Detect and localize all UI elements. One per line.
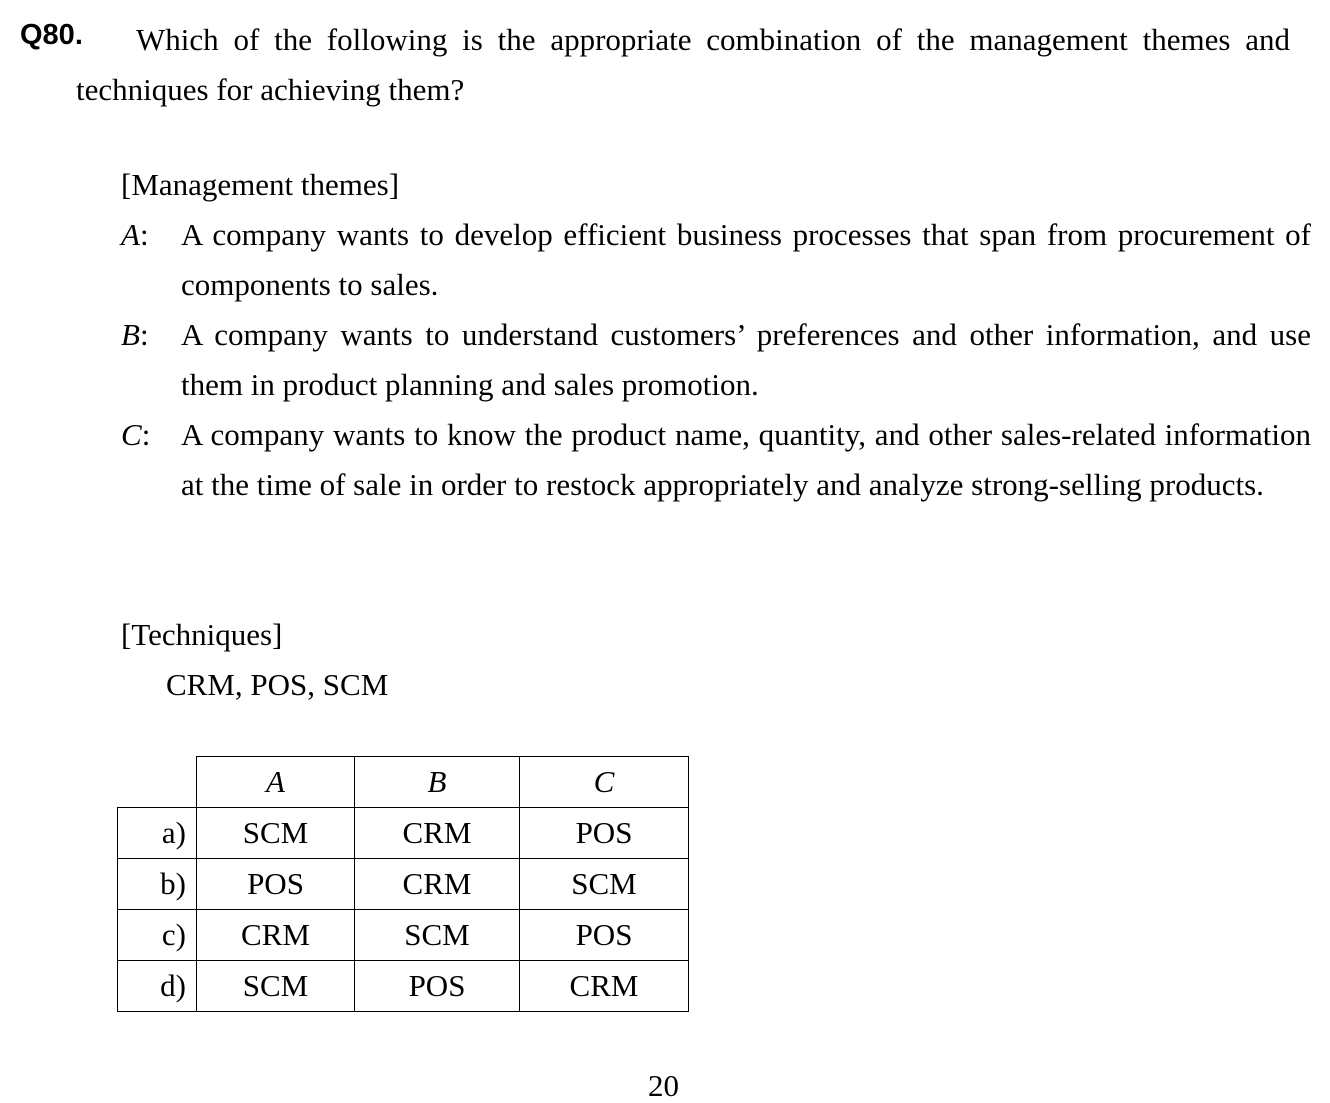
table-row (118, 910, 689, 961)
theme-text: A company wants to know the product name, quantity, and other sales-related information at the time of sale in order to restock appropriately and analyze strong-selling products. (181, 417, 1311, 502)
theme-letter: A (121, 217, 140, 252)
table-row (118, 859, 689, 910)
theme-letter: C (121, 417, 142, 452)
table-cell: SCM (520, 859, 689, 910)
management-themes-heading: [Management themes] (121, 167, 400, 202)
table-cell: CRM (520, 961, 689, 1012)
table-cell: SCM (197, 961, 355, 1012)
table-cell: CRM (197, 910, 355, 961)
column-header-b: B (355, 757, 520, 808)
table-cell: CRM (355, 859, 520, 910)
table-corner (118, 757, 197, 808)
techniques-list: CRM, POS, SCM (166, 667, 389, 702)
theme-text: A company wants to develop efficient business processes that span from procurement of components to sales. (181, 217, 1311, 302)
option-label-a: a) (118, 808, 197, 859)
question-number: Q80. (20, 19, 83, 51)
theme-label-a: A: (121, 217, 149, 252)
answer-table (117, 756, 689, 1012)
techniques-heading: [Techniques] (121, 617, 283, 652)
option-label-b: b) (118, 859, 197, 910)
answer-table-header-row (118, 757, 689, 808)
page-number: 20 (648, 1068, 679, 1103)
column-header-a: A (197, 757, 355, 808)
table-cell: POS (520, 910, 689, 961)
column-header-c: C (520, 757, 689, 808)
table-cell: POS (520, 808, 689, 859)
table-cell: SCM (197, 808, 355, 859)
table-row (118, 808, 689, 859)
table-cell: POS (355, 961, 520, 1012)
theme-item-a (121, 210, 1311, 310)
table-cell: POS (197, 859, 355, 910)
option-label-c: c) (118, 910, 197, 961)
theme-text: A company wants to understand customers’ preferences and other information, and use them in product planning and sales promotion. (181, 317, 1311, 402)
theme-item-b (121, 310, 1311, 410)
theme-item-c (121, 410, 1311, 510)
table-cell: CRM (355, 808, 520, 859)
theme-letter: B (121, 317, 140, 352)
theme-label-c: C: (121, 417, 151, 452)
option-label-d: d) (118, 961, 197, 1012)
table-row (118, 961, 689, 1012)
question-text: Which of the following is the appropriate combination of the management themes and techniques for achieving them? (76, 22, 1290, 107)
table-cell: SCM (355, 910, 520, 961)
theme-label-b: B: (121, 317, 149, 352)
